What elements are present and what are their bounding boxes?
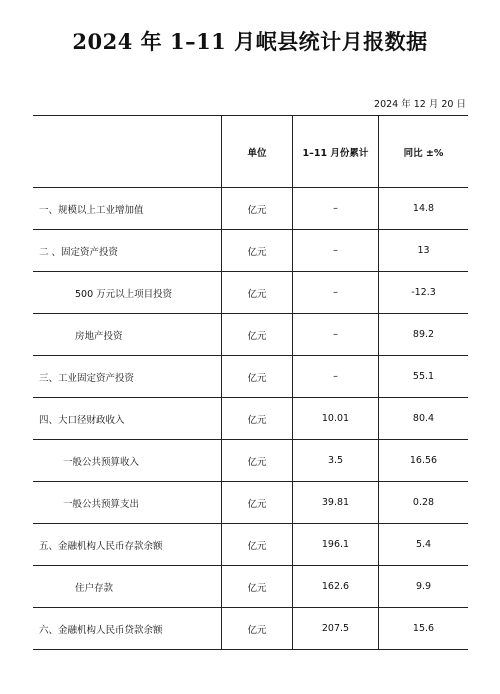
row-item: 住户存款: [33, 566, 222, 608]
table-row: [33, 482, 468, 524]
row-item: 四、大口径财政收入: [33, 398, 222, 440]
row-yoy: 55.1: [379, 356, 469, 398]
table-row: [33, 356, 468, 398]
report-date: 2024 年 12 月 20 日: [374, 99, 466, 110]
row-item: 三、工业固定资产投资: [33, 356, 222, 398]
table-row: [33, 272, 468, 314]
table-row: [33, 524, 468, 566]
row-item: 五、金融机构人民币存款余额: [33, 524, 222, 566]
row-unit: 亿元: [222, 524, 293, 566]
row-yoy: 15.6: [379, 608, 469, 650]
row-yoy: 0.28: [379, 482, 469, 524]
page-title: 2024 年 1–11 月岷县统计月报数据: [72, 29, 428, 54]
row-cumulative: 10.01: [293, 398, 379, 440]
row-yoy: 5.4: [379, 524, 469, 566]
table-row: [33, 608, 468, 650]
table-row: [33, 566, 468, 608]
table-header-row: [33, 116, 468, 188]
statistics-table: [33, 115, 468, 650]
row-item: 500 万元以上项目投资: [33, 272, 222, 314]
row-yoy: 13: [379, 230, 469, 272]
row-cumulative: 39.81: [293, 482, 379, 524]
row-cumulative: 162.6: [293, 566, 379, 608]
header-unit: 单位: [222, 116, 293, 188]
row-unit: 亿元: [222, 356, 293, 398]
row-item: 一般公共预算支出: [33, 482, 222, 524]
row-yoy: -12.3: [379, 272, 469, 314]
table-row: [33, 230, 468, 272]
row-cumulative: 3.5: [293, 440, 379, 482]
row-yoy: 9.9: [379, 566, 469, 608]
table-row: [33, 188, 468, 230]
row-item: 一般公共预算收入: [33, 440, 222, 482]
row-unit: 亿元: [222, 398, 293, 440]
row-cumulative: 196.1: [293, 524, 379, 566]
row-unit: 亿元: [222, 188, 293, 230]
row-cumulative: 207.5: [293, 608, 379, 650]
row-item: 房地产投资: [33, 314, 222, 356]
row-cumulative: –: [293, 356, 379, 398]
header-cumulative: 1–11 月份累计: [293, 116, 379, 188]
table-row: [33, 440, 468, 482]
row-unit: 亿元: [222, 440, 293, 482]
row-yoy: 80.4: [379, 398, 469, 440]
row-yoy: 16.56: [379, 440, 469, 482]
header-item: [33, 116, 222, 188]
row-item: 一、规模以上工业增加值: [33, 188, 222, 230]
header-yoy: 同比 ±%: [379, 116, 469, 188]
row-unit: 亿元: [222, 566, 293, 608]
row-cumulative: –: [293, 314, 379, 356]
table-row: [33, 398, 468, 440]
row-item: 二 、固定资产投资: [33, 230, 222, 272]
row-unit: 亿元: [222, 608, 293, 650]
row-unit: 亿元: [222, 230, 293, 272]
row-item: 六、金融机构人民币贷款余额: [33, 608, 222, 650]
row-cumulative: –: [293, 230, 379, 272]
row-yoy: 89.2: [379, 314, 469, 356]
row-yoy: 14.8: [379, 188, 469, 230]
row-unit: 亿元: [222, 482, 293, 524]
row-unit: 亿元: [222, 314, 293, 356]
table-row: [33, 314, 468, 356]
row-unit: 亿元: [222, 272, 293, 314]
row-cumulative: –: [293, 188, 379, 230]
row-cumulative: –: [293, 272, 379, 314]
